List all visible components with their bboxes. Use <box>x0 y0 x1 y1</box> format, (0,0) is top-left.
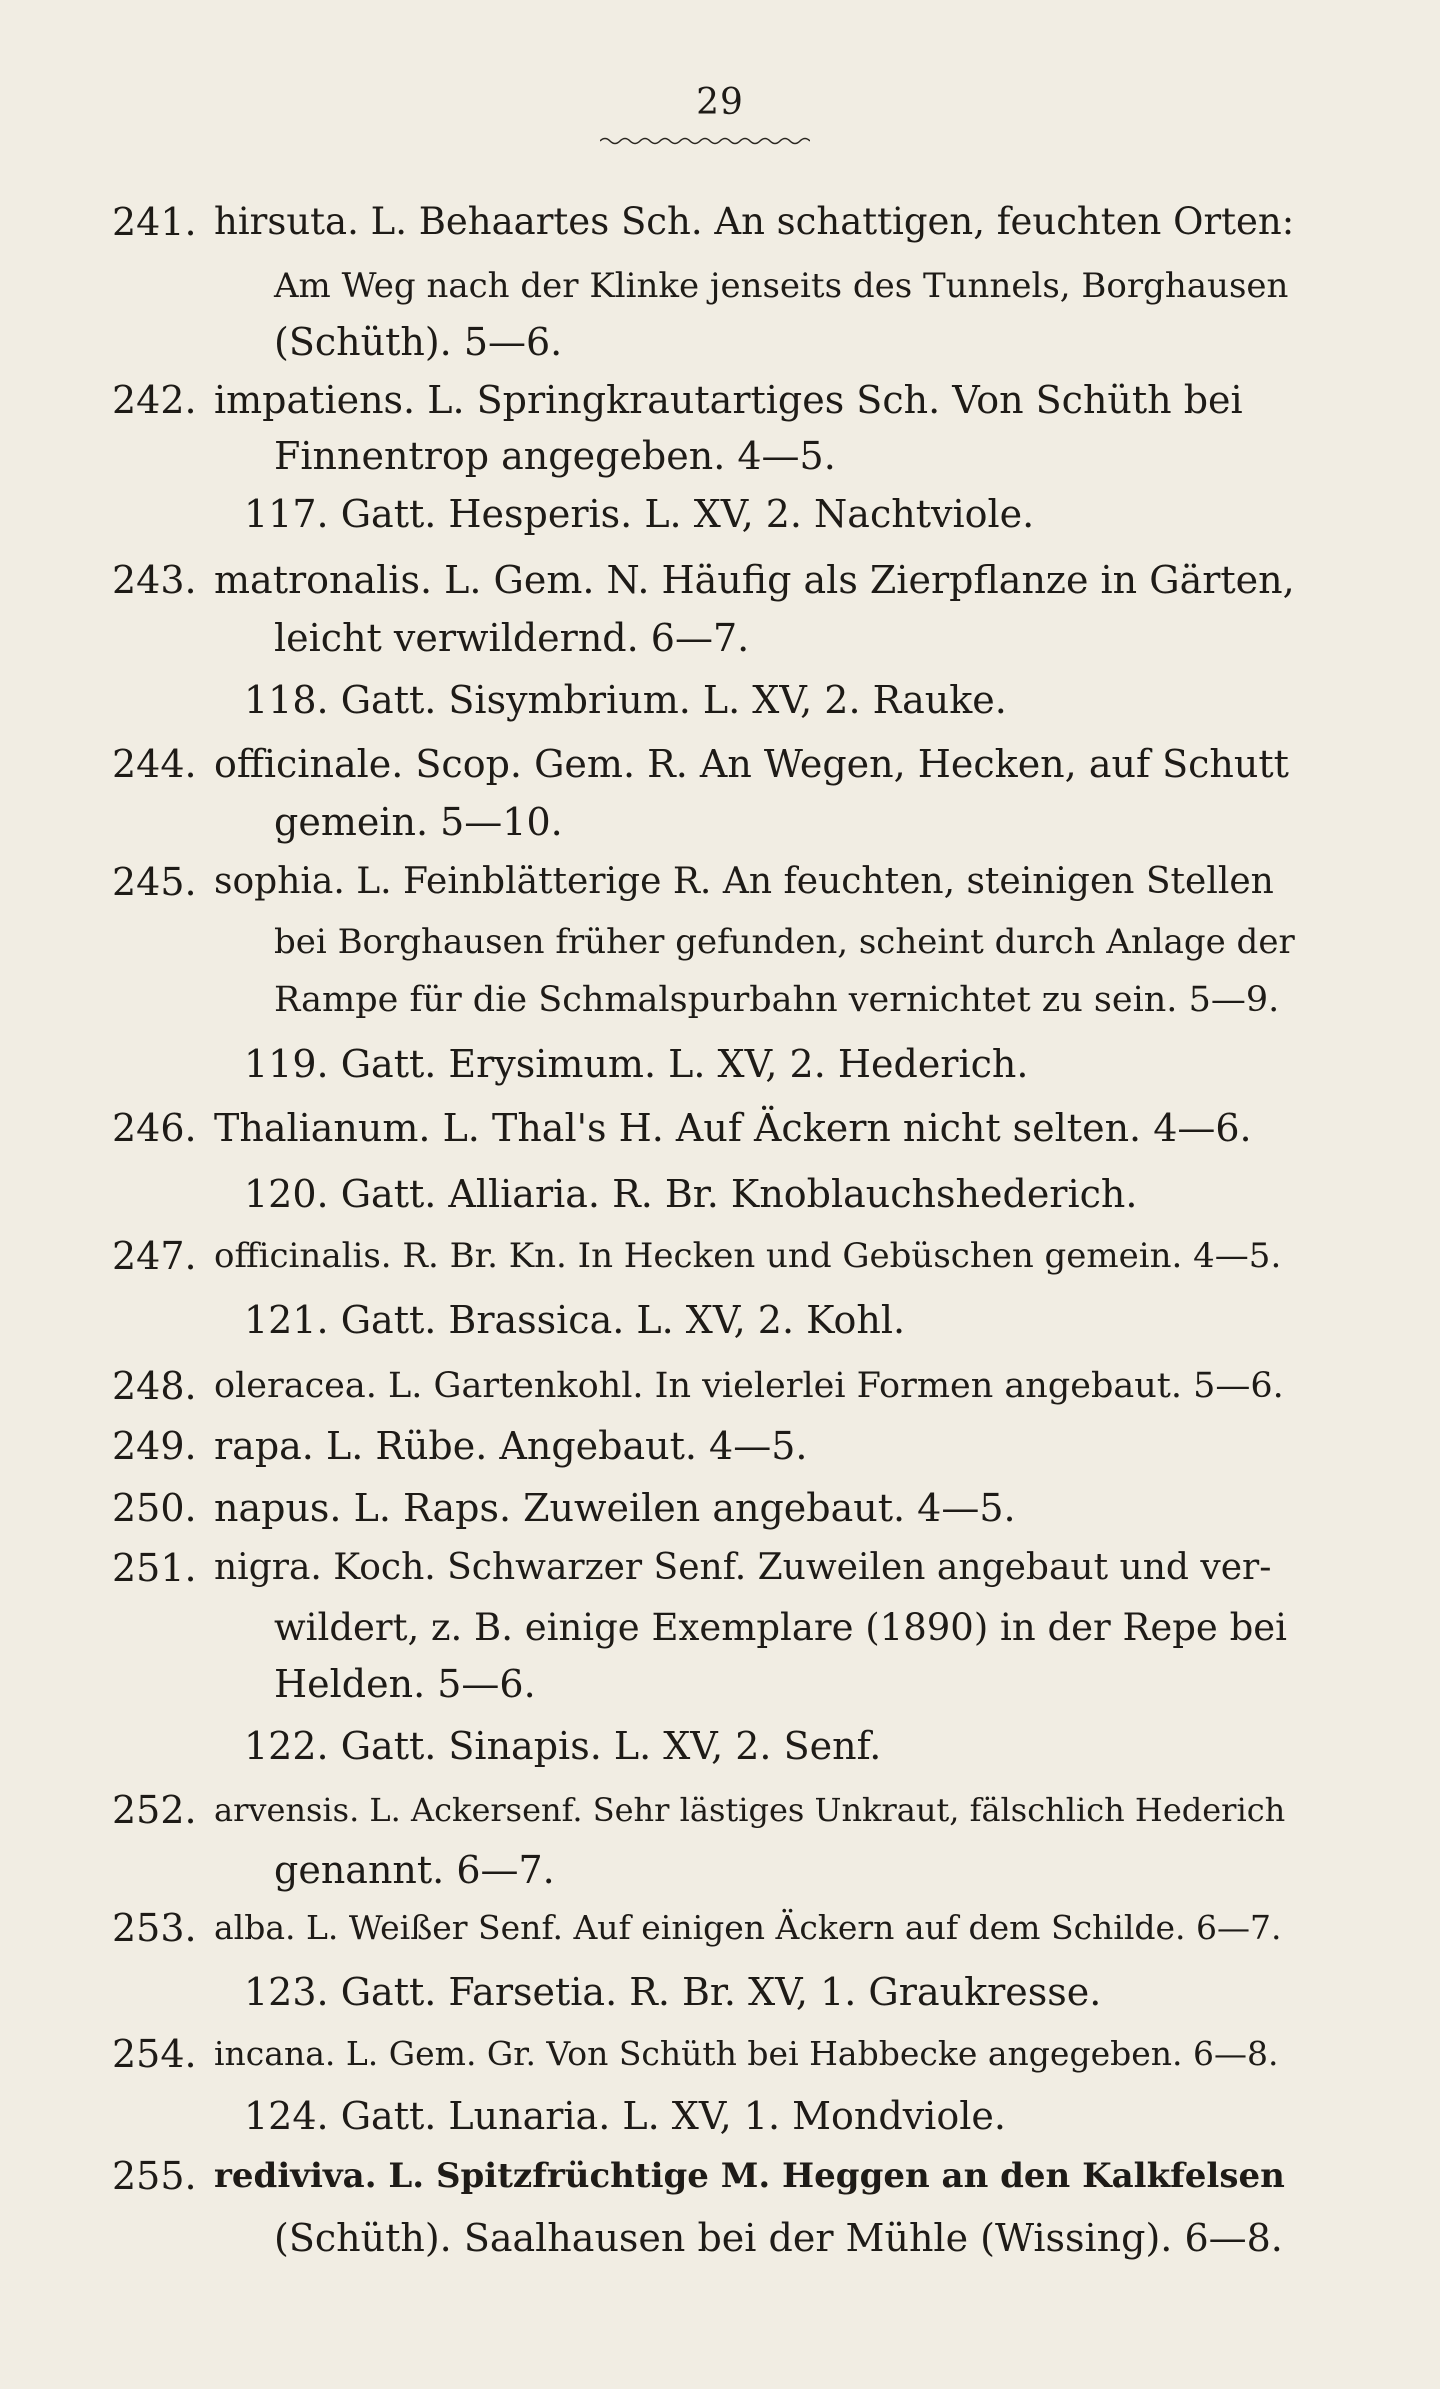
entry-text: alba. L. Weißer Senf. Auf einigen Äckern auf dem Schilde. 6—7. <box>214 1908 1282 1947</box>
genus-text: 122. Gatt. Sinapis. L. XV, 2. Senf. <box>244 1724 882 1768</box>
entry-text: napus. L. Raps. Zuweilen angebaut. 4—5. <box>214 1486 1016 1530</box>
genus-text: 123. Gatt. Farsetia. R. Br. XV, 1. Graukresse. <box>244 1970 1102 2014</box>
entry-number: 253. <box>112 1906 197 1950</box>
entry-text: officinalis. R. Br. Kn. In Hecken und Gebüschen gemein. 4—5. <box>214 1236 1282 1276</box>
entry-text: Thalianum. L. Thal's H. Auf Äckern nicht selten. 4—6. <box>214 1106 1252 1150</box>
entry-text: rapa. L. Rübe. Angebaut. 4—5. <box>214 1424 808 1468</box>
entry-number: 241. <box>112 200 197 244</box>
genus-text: 124. Gatt. Lunaria. L. XV, 1. Mondviole. <box>244 2094 1006 2138</box>
entry-text: matronalis. L. Gem. N. Häufig als Zierpflanze in Gärten, <box>214 558 1295 602</box>
entry-number: 242. <box>112 378 197 422</box>
continuation-text: leicht verwildernd. 6—7. <box>274 616 750 660</box>
entry-number: 246. <box>112 1106 197 1150</box>
entry-number: 255. <box>112 2154 197 2198</box>
continuation-text: bei Borghausen früher gefunden, scheint durch Anlage der <box>274 922 1295 962</box>
genus-text: 117. Gatt. Hesperis. L. XV, 2. Nachtviole. <box>244 492 1035 536</box>
continuation-text: (Schüth). 5—6. <box>274 320 563 364</box>
entry-text: arvensis. L. Ackersenf. Sehr lästiges Unkraut, fälschlich Hederich <box>214 1791 1286 1829</box>
entry-number: 252. <box>112 1788 197 1832</box>
entry-number: 251. <box>112 1546 197 1590</box>
genus-text: 119. Gatt. Erysimum. L. XV, 2. Hederich. <box>244 1042 1029 1086</box>
entry-number: 254. <box>112 2032 197 2076</box>
entry-text: impatiens. L. Springkrautartiges Sch. Von Schüth bei <box>214 378 1243 422</box>
entry-text: officinale. Scop. Gem. R. An Wegen, Hecken, auf Schutt <box>214 742 1289 786</box>
genus-text: 121. Gatt. Brassica. L. XV, 2. Kohl. <box>244 1298 906 1342</box>
entry-number: 250. <box>112 1486 197 1530</box>
continuation-text: wildert, z. B. einige Exemplare (1890) in der Repe bei <box>274 1606 1288 1649</box>
entry-text: rediviva. L. Spitzfrüchtige M. Heggen an den Kalkfelsen <box>214 2156 1285 2196</box>
entry-number: 247. <box>112 1234 197 1278</box>
continuation-text: Rampe für die Schmalspurbahn vernichtet zu sein. 5—9. <box>274 980 1280 1020</box>
continuation-text: Finnentrop angegeben. 4—5. <box>274 434 836 478</box>
genus-text: 120. Gatt. Alliaria. R. Br. Knoblauchshederich. <box>244 1172 1138 1216</box>
entry-text: oleracea. L. Gartenkohl. In vielerlei Formen angebaut. 5—6. <box>214 1366 1284 1406</box>
entry-number: 244. <box>112 742 197 786</box>
entry-text: incana. L. Gem. Gr. Von Schüth bei Habbecke angegeben. 6—8. <box>214 2034 1279 2073</box>
entry-number: 245. <box>112 860 197 904</box>
entry-text: sophia. L. Feinblätterige R. An feuchten, steinigen Stellen <box>214 861 1274 902</box>
entry-number: 243. <box>112 558 197 602</box>
continuation-text: (Schüth). Saalhausen bei der Mühle (Wissing). 6—8. <box>274 2216 1283 2260</box>
entry-text: nigra. Koch. Schwarzer Senf. Zuweilen angebaut und ver- <box>214 1547 1272 1588</box>
continuation-text: genannt. 6—7. <box>274 1848 555 1892</box>
page-number: 29 <box>696 82 744 123</box>
entry-number: 249. <box>112 1424 197 1468</box>
continuation-text: gemein. 5—10. <box>274 800 563 844</box>
continuation-text: Helden. 5—6. <box>274 1662 536 1706</box>
entry-text: hirsuta. L. Behaartes Sch. An schattigen, feuchten Orten: <box>214 200 1295 243</box>
entry-number: 248. <box>112 1364 197 1408</box>
decorative-rule <box>600 136 810 146</box>
continuation-text: Am Weg nach der Klinke jenseits des Tunnels, Borghausen <box>274 266 1289 306</box>
genus-text: 118. Gatt. Sisymbrium. L. XV, 2. Rauke. <box>244 678 1007 722</box>
